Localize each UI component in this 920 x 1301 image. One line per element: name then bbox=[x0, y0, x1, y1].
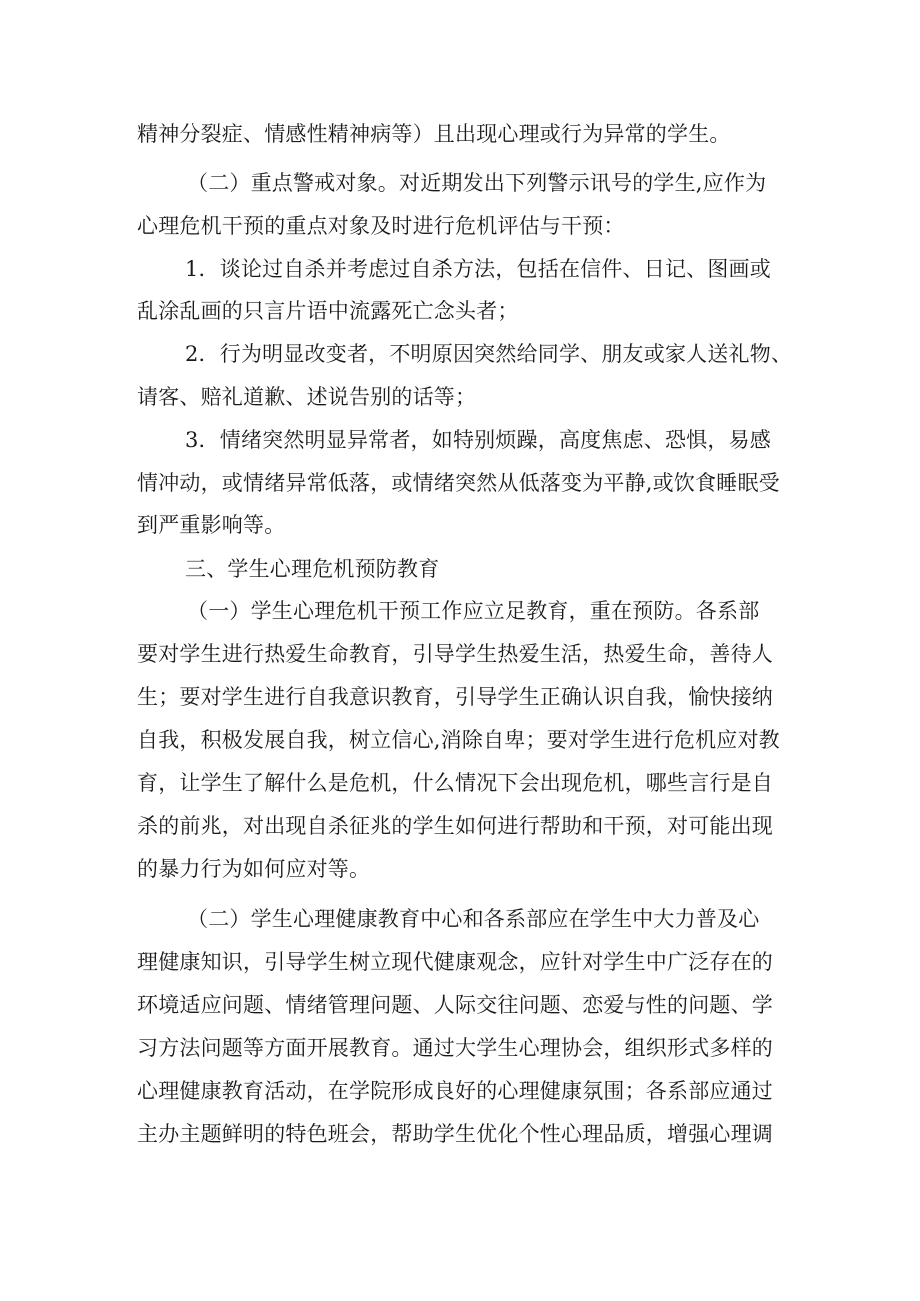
text-line: 2．行为明显改变者，不明原因突然给同学、朋友或家人送礼物、 bbox=[185, 342, 793, 366]
text-line: 理健康知识，引导学生树立现代健康观念，应针对学生中广泛存在的 bbox=[137, 950, 773, 974]
text-line: 情冲动，或情绪异常低落，或情绪突然从低落变为平静,或饮食睡眠受 bbox=[137, 471, 780, 495]
text-line: 习方法问题等方面开展教育。通过大学生心理协会，组织形式多样的 bbox=[137, 1036, 773, 1060]
text-line: 杀的前兆，对出现自杀征兆的学生如何进行帮助和干预，对可能出现 bbox=[137, 814, 773, 838]
text-line: 3．情绪突然明显异常者，如特别烦躁，高度焦虑、恐惧，易感 bbox=[185, 428, 771, 452]
text-line: （二）学生心理健康教育中心和各系部应在学生中大力普及心 bbox=[187, 907, 760, 931]
text-line: 心理健康教育活动，在学院形成良好的心理健康氛围；各系部应通过 bbox=[137, 1079, 773, 1103]
text-line: 请客、赔礼道歉、述说告别的话等； bbox=[137, 385, 477, 409]
text-line: （一）学生心理危机干预工作应立足教育，重在预防。各系部 bbox=[187, 599, 760, 623]
text-line: 心理危机干预的重点对象及时进行危机评估与干预： bbox=[137, 214, 625, 238]
section-heading: 三、学生心理危机预防教育 bbox=[185, 557, 440, 581]
text-line: 主办主题鲜明的特色班会，帮助学生优化个性心理品质，增强心理调 bbox=[137, 1122, 773, 1146]
text-line: 自我，积极发展自我，树立信心,消除自卑；要对学生进行危机应对教 bbox=[137, 728, 780, 752]
text-line: 环境适应问题、情绪管理问题、人际交往问题、恋爱与性的问题、学 bbox=[137, 993, 773, 1017]
text-line: 乱涂乱画的只言片语中流露死亡念头者； bbox=[137, 299, 519, 323]
text-line: 到严重影响等。 bbox=[137, 513, 286, 537]
text-line: 的暴力行为如何应对等。 bbox=[137, 857, 371, 881]
text-line: 1．谈论过自杀并考虑过自杀方法，包括在信件、日记、图画或 bbox=[185, 257, 771, 281]
text-line: 生；要对学生进行自我意识教育，引导学生正确认识自我，愉快接纳 bbox=[137, 685, 773, 709]
text-line: 育，让学生了解什么是危机，什么情况下会出现危机，哪些言行是自 bbox=[137, 771, 773, 795]
text-line: （二）重点警戒对象。对近期发出下列警示讯号的学生,应作为 bbox=[187, 171, 767, 195]
text-line: 要对学生进行热爱生命教育，引导学生热爱生活，热爱生命，善待人 bbox=[137, 642, 773, 666]
text-line: 精神分裂症、情感性精神病等）且出现心理或行为异常的学生。 bbox=[137, 122, 731, 146]
